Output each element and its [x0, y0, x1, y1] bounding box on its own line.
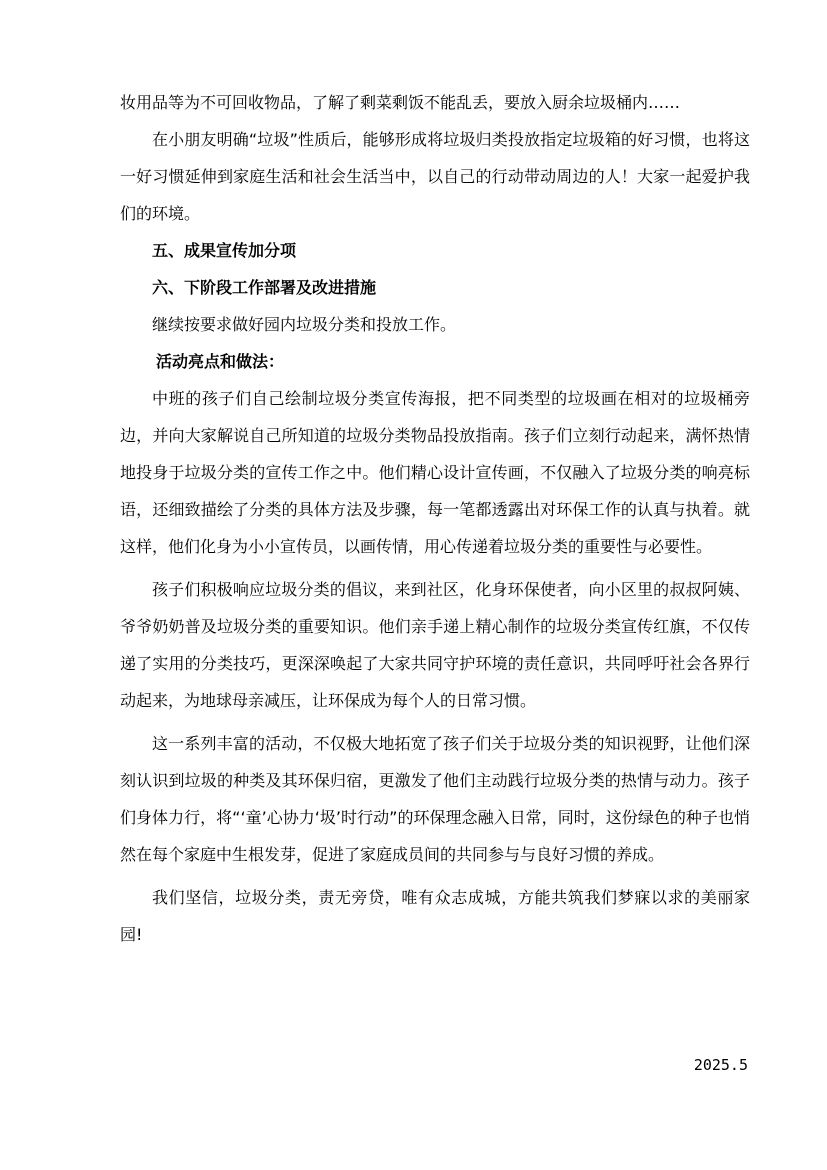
document-body [120, 84, 750, 953]
paragraph-posters: 中班的孩子们自己绘制垃圾分类宣传海报，把不同类型的垃圾画在相对的垃圾桶旁边，并向大家解说自己所知道的垃圾分类物品投放指南。孩子们立刻行动起来，满怀热情地投身于垃圾分类的宣传工作之中。他们精心设计宣传画，不仅融入了垃圾分类的响亮标语，还细致描绘了分类的具体方法及步骤，每一笔都透露出对环保工作的认真与执着。就这样，他们化身为小小宣传员，以画传情，用心传递着垃圾分类的重要性与必要性。 [120, 389, 750, 556]
section-heading-5: 五、成果宣传加分项 [152, 241, 297, 260]
highlights-heading: 活动亮点和做法： [156, 352, 285, 371]
paragraph-activities: 这一系列丰富的活动，不仅极大地拓宽了孩子们关于垃圾分类的知识视野，让他们深刻认识到垃圾的种类及其环保归宿，更激发了他们主动践行垃圾分类的热情与动力。孩子们身体力行，将“‘童’心协力‘圾’时行动”的环保理念融入日常，同时，这份绿色的种子也悄然在每个家庭中生根发芽，促进了家庭成员间的共同参与与良好习惯的养成。 [120, 734, 750, 864]
paragraph-continued: 妆用品等为不可回收物品，了解了剩菜剩饭不能乱丢，要放入厨余垃圾桶内…… [120, 93, 681, 112]
section-heading-6: 六、下阶段工作部署及改进措施 [152, 278, 377, 297]
paragraph-habit: 在小朋友明确“垃圾”性质后，能够形成将垃圾归类投放指定垃圾箱的好习惯，也将这一好习惯延伸到家庭生活和社会生活当中，以自己的行动带动周边的人！大家一起爱护我们的环境。 [120, 130, 750, 223]
paragraph-continue-work: 继续按要求做好园内垃圾分类和投放工作。 [152, 315, 457, 334]
paragraph-community: 孩子们积极响应垃圾分类的倡议，来到社区，化身环保使者，向小区里的叔叔阿姨、爷爷奶奶普及垃圾分类的重要知识。他们亲手递上精心制作的垃圾分类宣传红旗，不仅传递了实用的分类技巧，更深深唤起了大家共同守护环境的责任意识，共同呼吁社会各界行动起来，为地球母亲减压，让环保成为每个人的日常习惯。 [120, 580, 750, 710]
paragraph-conclusion: 我们坚信，垃圾分类，责无旁贷，唯有众志成城，方能共筑我们梦寐以求的美丽家园! [120, 888, 750, 944]
document-date: 2025.5 [693, 1056, 748, 1074]
